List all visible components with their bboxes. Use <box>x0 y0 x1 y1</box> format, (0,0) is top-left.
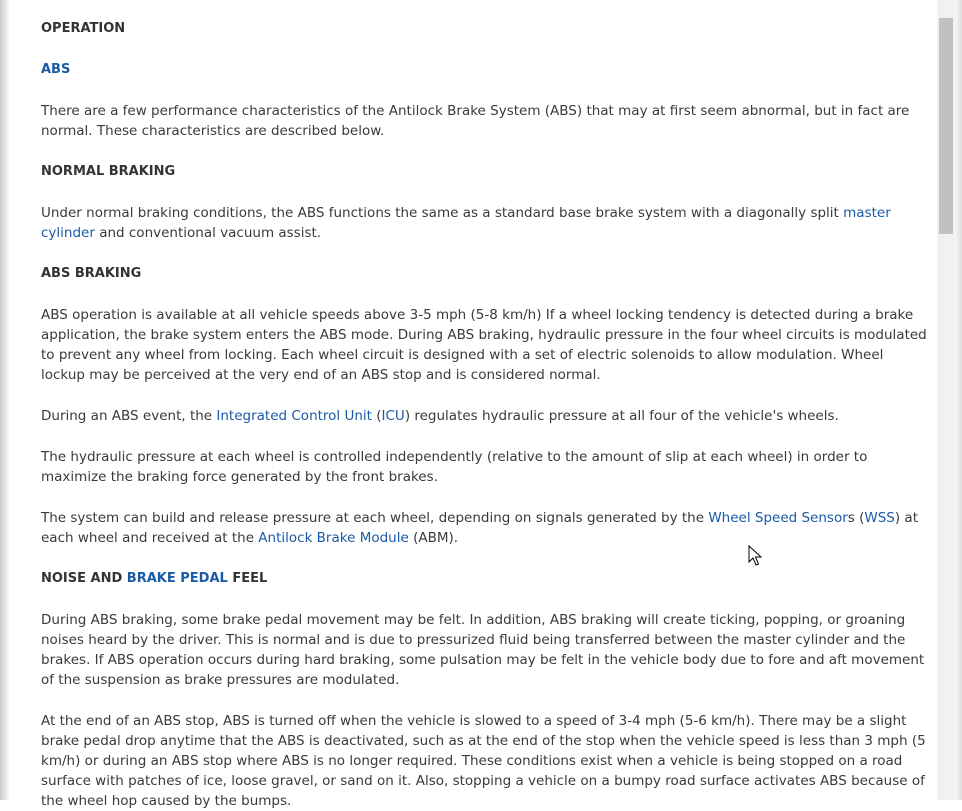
text: Under normal braking conditions, the ABS functions the same as a standard base brake system with a diagonally split <box>41 205 844 221</box>
document-content <box>41 19 929 811</box>
master-cylinder-link[interactable]: master cylinder <box>41 205 891 241</box>
text: s ( <box>847 510 865 526</box>
icu-link[interactable]: ICU <box>381 408 405 424</box>
window-right-edge <box>955 0 962 800</box>
normal-braking-paragraph <box>41 203 929 243</box>
brake-pedal-link[interactable]: BRAKE PEDAL <box>126 571 228 586</box>
text: NOISE AND <box>41 571 127 586</box>
wheel-speed-sensor-link[interactable]: Wheel Speed Sensor <box>708 510 848 526</box>
abs-braking-heading: ABS BRAKING <box>41 266 142 281</box>
text: ( <box>371 408 382 424</box>
window-left-edge <box>0 0 9 800</box>
text: FEEL <box>227 571 268 586</box>
antilock-brake-module-link[interactable]: Antilock Brake Module <box>258 530 409 546</box>
text: and conventional vacuum assist. <box>94 225 322 241</box>
pressure-build-paragraph <box>41 508 929 548</box>
abs-heading-link[interactable]: ABS <box>41 62 71 77</box>
normal-braking-heading: NORMAL BRAKING <box>41 164 176 179</box>
text: (ABM). <box>408 530 459 546</box>
pedal-movement-paragraph: During ABS braking, some brake pedal movement may be felt. In addition, ABS braking will create ticking, popping, or groaning noises heard by the driver. This is normal and is due to pressurized fluid being transferred between the master cylinder and the brakes. If ABS operation occurs during hard braking, some pulsation may be felt in the vehicle body due to fore and aft movement of the suspension as brake pressures are modulated. <box>41 612 925 688</box>
text: ) regulates hydraulic pressure at all four of the vehicle's wheels. <box>404 408 839 424</box>
wss-link[interactable]: WSS <box>864 510 895 526</box>
text: The system can build and release pressure at each wheel, depending on signals generated by the <box>41 510 709 526</box>
vertical-scrollbar[interactable] <box>937 0 955 800</box>
text: During an ABS event, the <box>41 408 217 424</box>
abs-stop-paragraph: At the end of an ABS stop, ABS is turned off when the vehicle is slowed to a speed of 3-4 mph (5-6 km/h). There may be a slight brake pedal drop anytime that the ABS is deactivated, such as at the end of the stop when the vehicle speed is less than 3 mph (5 km/h) or during an ABS stop where ABS is no longer required. These conditions exist when a vehicle is being stopped on a road surface with patches of ice, loose gravel, or sand on it. Also, stopping a vehicle on a bumpy road surface activates ABS because of the wheel hop caused by the bumps. <box>41 713 926 809</box>
intro-paragraph: There are a few performance characteristics of the Antilock Brake System (ABS) that may at first seem abnormal, but in fact are normal. These characteristics are described below. <box>41 103 910 139</box>
text: ) at each wheel and received at the <box>41 510 918 546</box>
noise-pedal-feel-heading <box>41 569 929 589</box>
abs-operation-paragraph: ABS operation is available at all vehicle speeds above 3-5 mph (5-8 km/h) If a wheel locking tendency is detected during a brake application, the brake system enters the ABS mode. During ABS braking, hydraulic pressure in the four wheel circuits is modulated to prevent any wheel from locking. Each wheel circuit is designed with a set of electric solenoids to allow modulation. Wheel lockup may be perceived at the very end of an ABS stop and is considered normal. <box>41 307 927 383</box>
scrollbar-thumb[interactable] <box>939 18 953 234</box>
hydraulic-pressure-paragraph: The hydraulic pressure at each wheel is controlled independently (relative to the amount of slip at each wheel) in order to maximize the braking force generated by the front brakes. <box>41 449 868 485</box>
abs-event-paragraph <box>41 406 929 426</box>
mouse-pointer-icon <box>748 545 762 567</box>
section-title: OPERATION <box>41 21 126 36</box>
integrated-control-unit-link[interactable]: Integrated Control Unit <box>216 408 372 424</box>
